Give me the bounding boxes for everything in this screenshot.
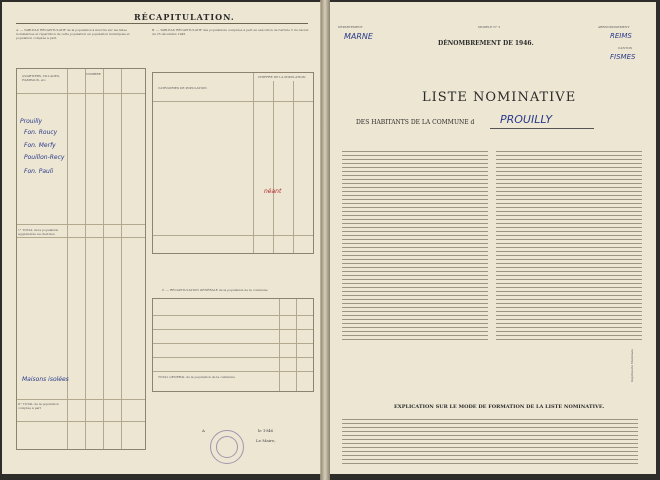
instructions-left-column: [342, 148, 488, 343]
section-c-title: C. — RÉCAPITULATION GÉNÉRALE de la population de la commune: [162, 288, 268, 292]
departement-label: DÉPARTEMENT: [338, 25, 363, 29]
side-note: Imprimerie Nationale: [630, 349, 634, 382]
hw-annotation: néant: [264, 188, 282, 195]
canton-label: CANTON: [618, 46, 633, 50]
table-a: [16, 68, 146, 450]
left-page: [2, 2, 321, 474]
table-b: [152, 72, 314, 254]
col-chiffre: CHIFFRE DE LA POPULATION: [258, 75, 306, 79]
right-page: [330, 2, 656, 474]
hw-entry: Prouilly: [20, 118, 43, 125]
arrondissement-value: REIMS: [610, 32, 632, 40]
signature-place: A: [202, 428, 205, 433]
hw-entry: Maisons isolées: [22, 376, 69, 383]
arrondissement-label: ARRONDISSEMENT: [598, 25, 630, 29]
col-nombre: NOMBRE: [86, 72, 101, 76]
explication-text: [342, 416, 638, 467]
row-total-1: 1° TOTAL de la population agglomérée au chef-lieu: [18, 228, 59, 236]
hw-entry: Pouillon-Recy: [24, 154, 65, 161]
hw-entry: Fon. Roucy: [24, 129, 58, 136]
official-stamp-inner-ring: [216, 436, 238, 458]
row-total-general: TOTAL GÉNÉRAL de la population de la commune: [158, 375, 235, 379]
row-total-2: II° TOTAL de la population comptée à part: [18, 402, 59, 410]
section-b-title: B. — TABLEAU RÉCAPITULATIF des populations comptées à part en exécution de l'article 5 du décret du 25 décembre 1945.: [152, 28, 309, 36]
canton-value: FISMES: [610, 53, 636, 61]
book-spine: [320, 0, 330, 480]
commune-value: PROUILLY: [500, 113, 553, 126]
section-a-title: A. — TABLEAU RÉCAPITULATIF de la population à inscrire sur les listes nominatives et répartition de cette population en population municipale et population comptée à part.: [16, 28, 130, 40]
col-categories: CATÉGORIES DE POPULATION: [158, 86, 207, 90]
instructions-right-column: [496, 148, 642, 343]
hw-entry: Fon. Merfy: [24, 142, 56, 149]
census-title: DÉNOMBREMENT DE 1946.: [438, 40, 534, 47]
hw-entry: Fon. Pauli: [24, 168, 54, 175]
recapitulation-title: RÉCAPITULATION.: [134, 12, 235, 22]
departement-value: MARNE: [344, 32, 373, 41]
col-quartiers: QUARTIERS, VILLAGES, HAMEAUX, etc.: [22, 74, 60, 82]
liste-nominative-title: LISTE NOMINATIVE: [422, 90, 577, 105]
explication-title: EXPLICATION SUR LE MODE DE FORMATION DE LA LISTE NOMINATIVE.: [394, 404, 605, 410]
commune-label: DES HABITANTS DE LA COMMUNE d: [356, 119, 475, 126]
modele-label: MODÈLE N° 3: [478, 25, 501, 29]
signature-title: Le Maire,: [256, 438, 276, 443]
signature-date: le 1946: [258, 428, 274, 433]
